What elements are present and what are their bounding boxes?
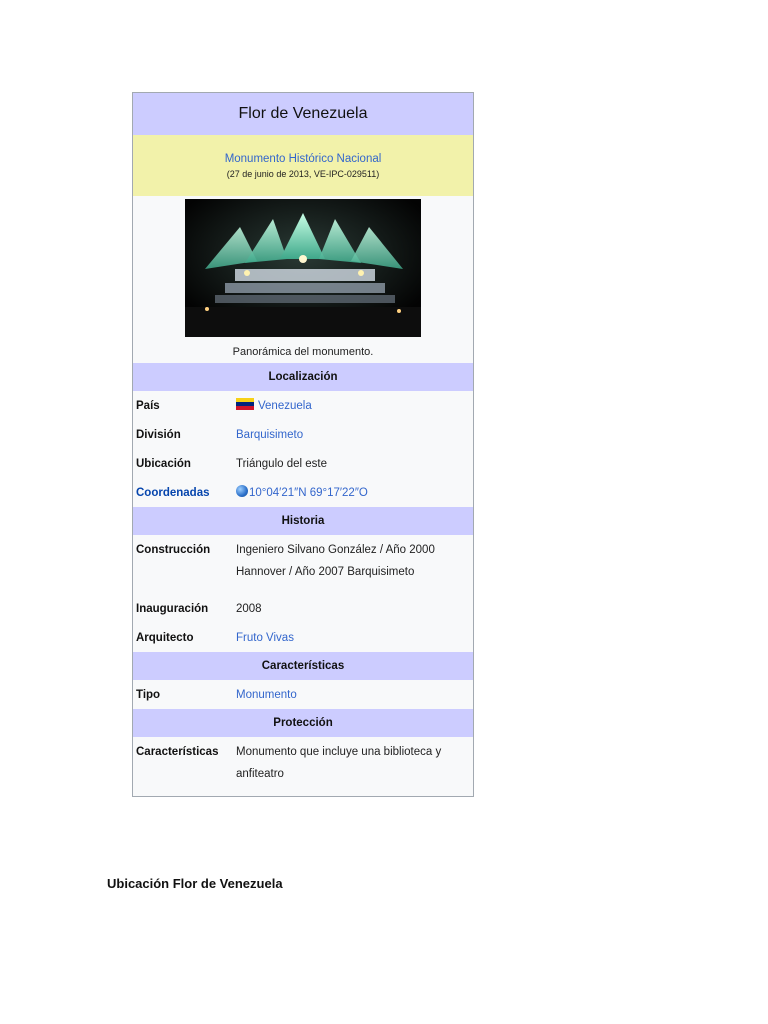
row-pais [133,391,473,420]
label-pais: País [136,400,160,412]
value-ubicacion: Triángulo del este [236,458,327,470]
photo-caption: Panorámica del monumento. [232,346,374,358]
row-tipo [133,680,473,709]
label-inauguracion: Inauguración [136,603,209,615]
heritage-note: (27 de junio de 2013, VE-IPC-029511) [226,168,380,179]
globe-icon [236,485,248,497]
label-ubicacion: Ubicación [136,458,191,470]
location-heading: Ubicación Flor de Venezuela [107,876,283,891]
infobox-title: Flor de Venezuela [133,93,473,135]
venezuela-flag-icon [236,398,254,410]
row-coordenadas [133,478,473,507]
heritage-link[interactable]: Monumento Histórico Nacional [224,152,382,165]
row-ubicacion [133,449,473,478]
value-arquitecto[interactable]: Fruto Vivas [236,632,294,644]
value-pais[interactable] [236,395,473,417]
value-pais-text[interactable]: Venezuela [258,400,312,412]
section-historia: Historia [133,507,473,535]
label-arquitecto: Arquitecto [136,632,194,644]
section-caracteristicas: Características [133,652,473,680]
row-arquitecto [133,623,473,652]
row-construccion [133,535,473,594]
row-inauguracion [133,594,473,623]
heritage-block [133,135,473,196]
row-caracteristicas [133,737,473,796]
section-proteccion: Protección [133,709,473,737]
row-division [133,420,473,449]
monument-photo[interactable] [185,199,421,337]
infobox [132,92,474,797]
monument-photo-graphic [185,199,421,337]
section-localizacion: Localización [133,363,473,391]
label-tipo: Tipo [136,689,161,701]
value-coordenadas-text[interactable]: 10°04′21″N 69°17′22″O [249,487,368,499]
label-caracteristicas: Características [136,746,219,758]
label-coordenadas[interactable]: Coordenadas [136,487,210,499]
label-construccion: Construcción [136,544,211,556]
value-coordenadas[interactable] [236,482,473,504]
value-caracteristicas: Monumento que incluye una biblioteca y anfiteatro [236,746,442,780]
image-block [133,196,473,363]
value-tipo[interactable]: Monumento [236,689,297,701]
value-construccion: Ingeniero Silvano González / Año 2000 Hannover / Año 2007 Barquisimeto [236,544,435,578]
label-division: División [136,429,181,441]
value-inauguracion: 2008 [236,603,262,615]
value-division[interactable]: Barquisimeto [236,429,304,441]
